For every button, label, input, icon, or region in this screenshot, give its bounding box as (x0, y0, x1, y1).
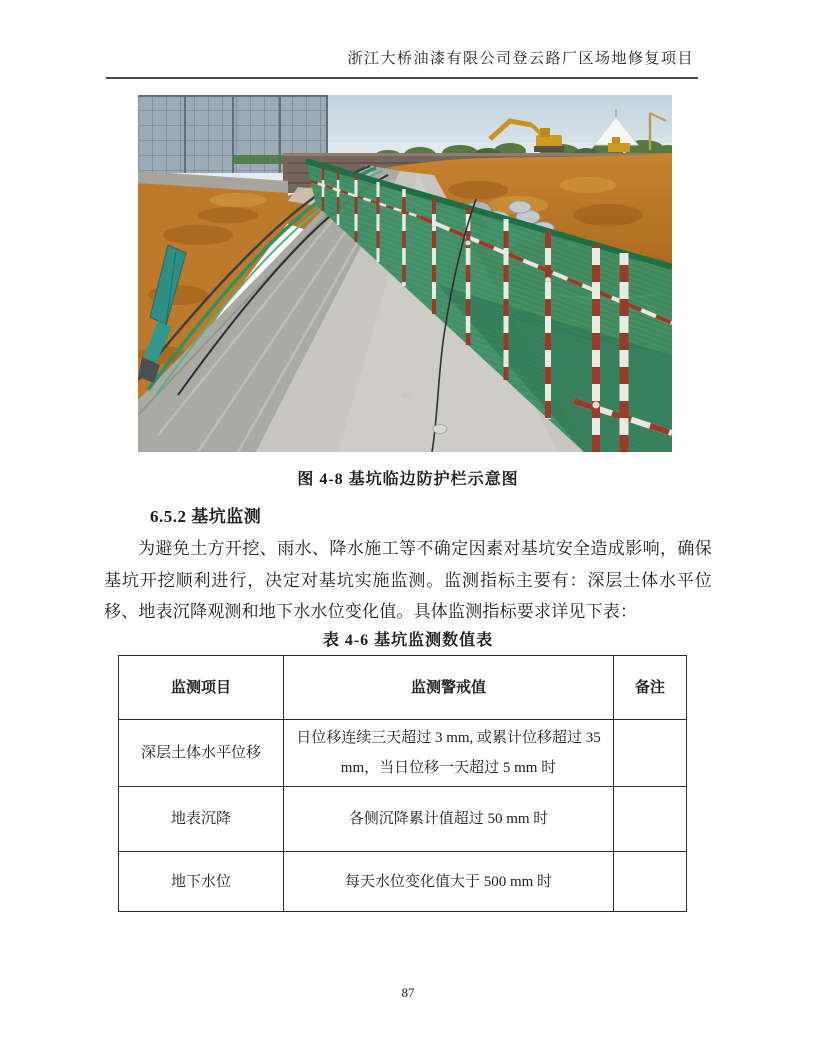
table-header-row (119, 656, 687, 720)
table-caption: 表 4-6 基坑监测数值表 (322, 632, 494, 649)
monitoring-table (118, 655, 687, 912)
section-heading: 6.5.2 基坑监测 (150, 507, 262, 526)
table-row (119, 852, 687, 912)
cell-item: 地表沉降 (119, 787, 284, 852)
cell-item: 地下水位 (119, 852, 284, 912)
table-row (119, 787, 687, 852)
page-number: 87 (401, 985, 415, 1000)
table-row (119, 720, 687, 787)
cell-note (614, 852, 687, 912)
cell-threshold: 日位移连续三天超过 3 mm, 或累计位移超过 35 mm，当日位移一天超过 5 mm 时 (284, 720, 614, 787)
cell-note (614, 787, 687, 852)
figure-photo (138, 95, 672, 452)
col-header-item: 监测项目 (119, 656, 284, 720)
header-divider (106, 77, 698, 79)
cell-item: 深层土体水平位移 (119, 720, 284, 787)
cell-threshold: 各侧沉降累计值超过 50 mm 时 (284, 787, 614, 852)
cell-note (614, 720, 687, 787)
col-header-note: 备注 (614, 656, 687, 720)
body-paragraph: 为避免土方开挖、雨水、降水施工等不确定因素对基坑安全造成影响，确保基坑开挖顺利进行，决定对基坑实施监测。监测指标主要有：深层土体水平位移、地表沉降观测和地下水水位变化值。具体监测指标要求详见下表： (104, 539, 712, 621)
col-header-threshold: 监测警戒值 (284, 656, 614, 720)
cell-threshold: 每天水位变化值大于 500 mm 时 (284, 852, 614, 912)
construction-site-photo (138, 95, 672, 452)
figure-caption: 图 4-8 基坑临边防护栏示意图 (297, 471, 519, 488)
page-header-title: 浙江大桥油漆有限公司登云路厂区场地修复项目 (347, 51, 694, 67)
